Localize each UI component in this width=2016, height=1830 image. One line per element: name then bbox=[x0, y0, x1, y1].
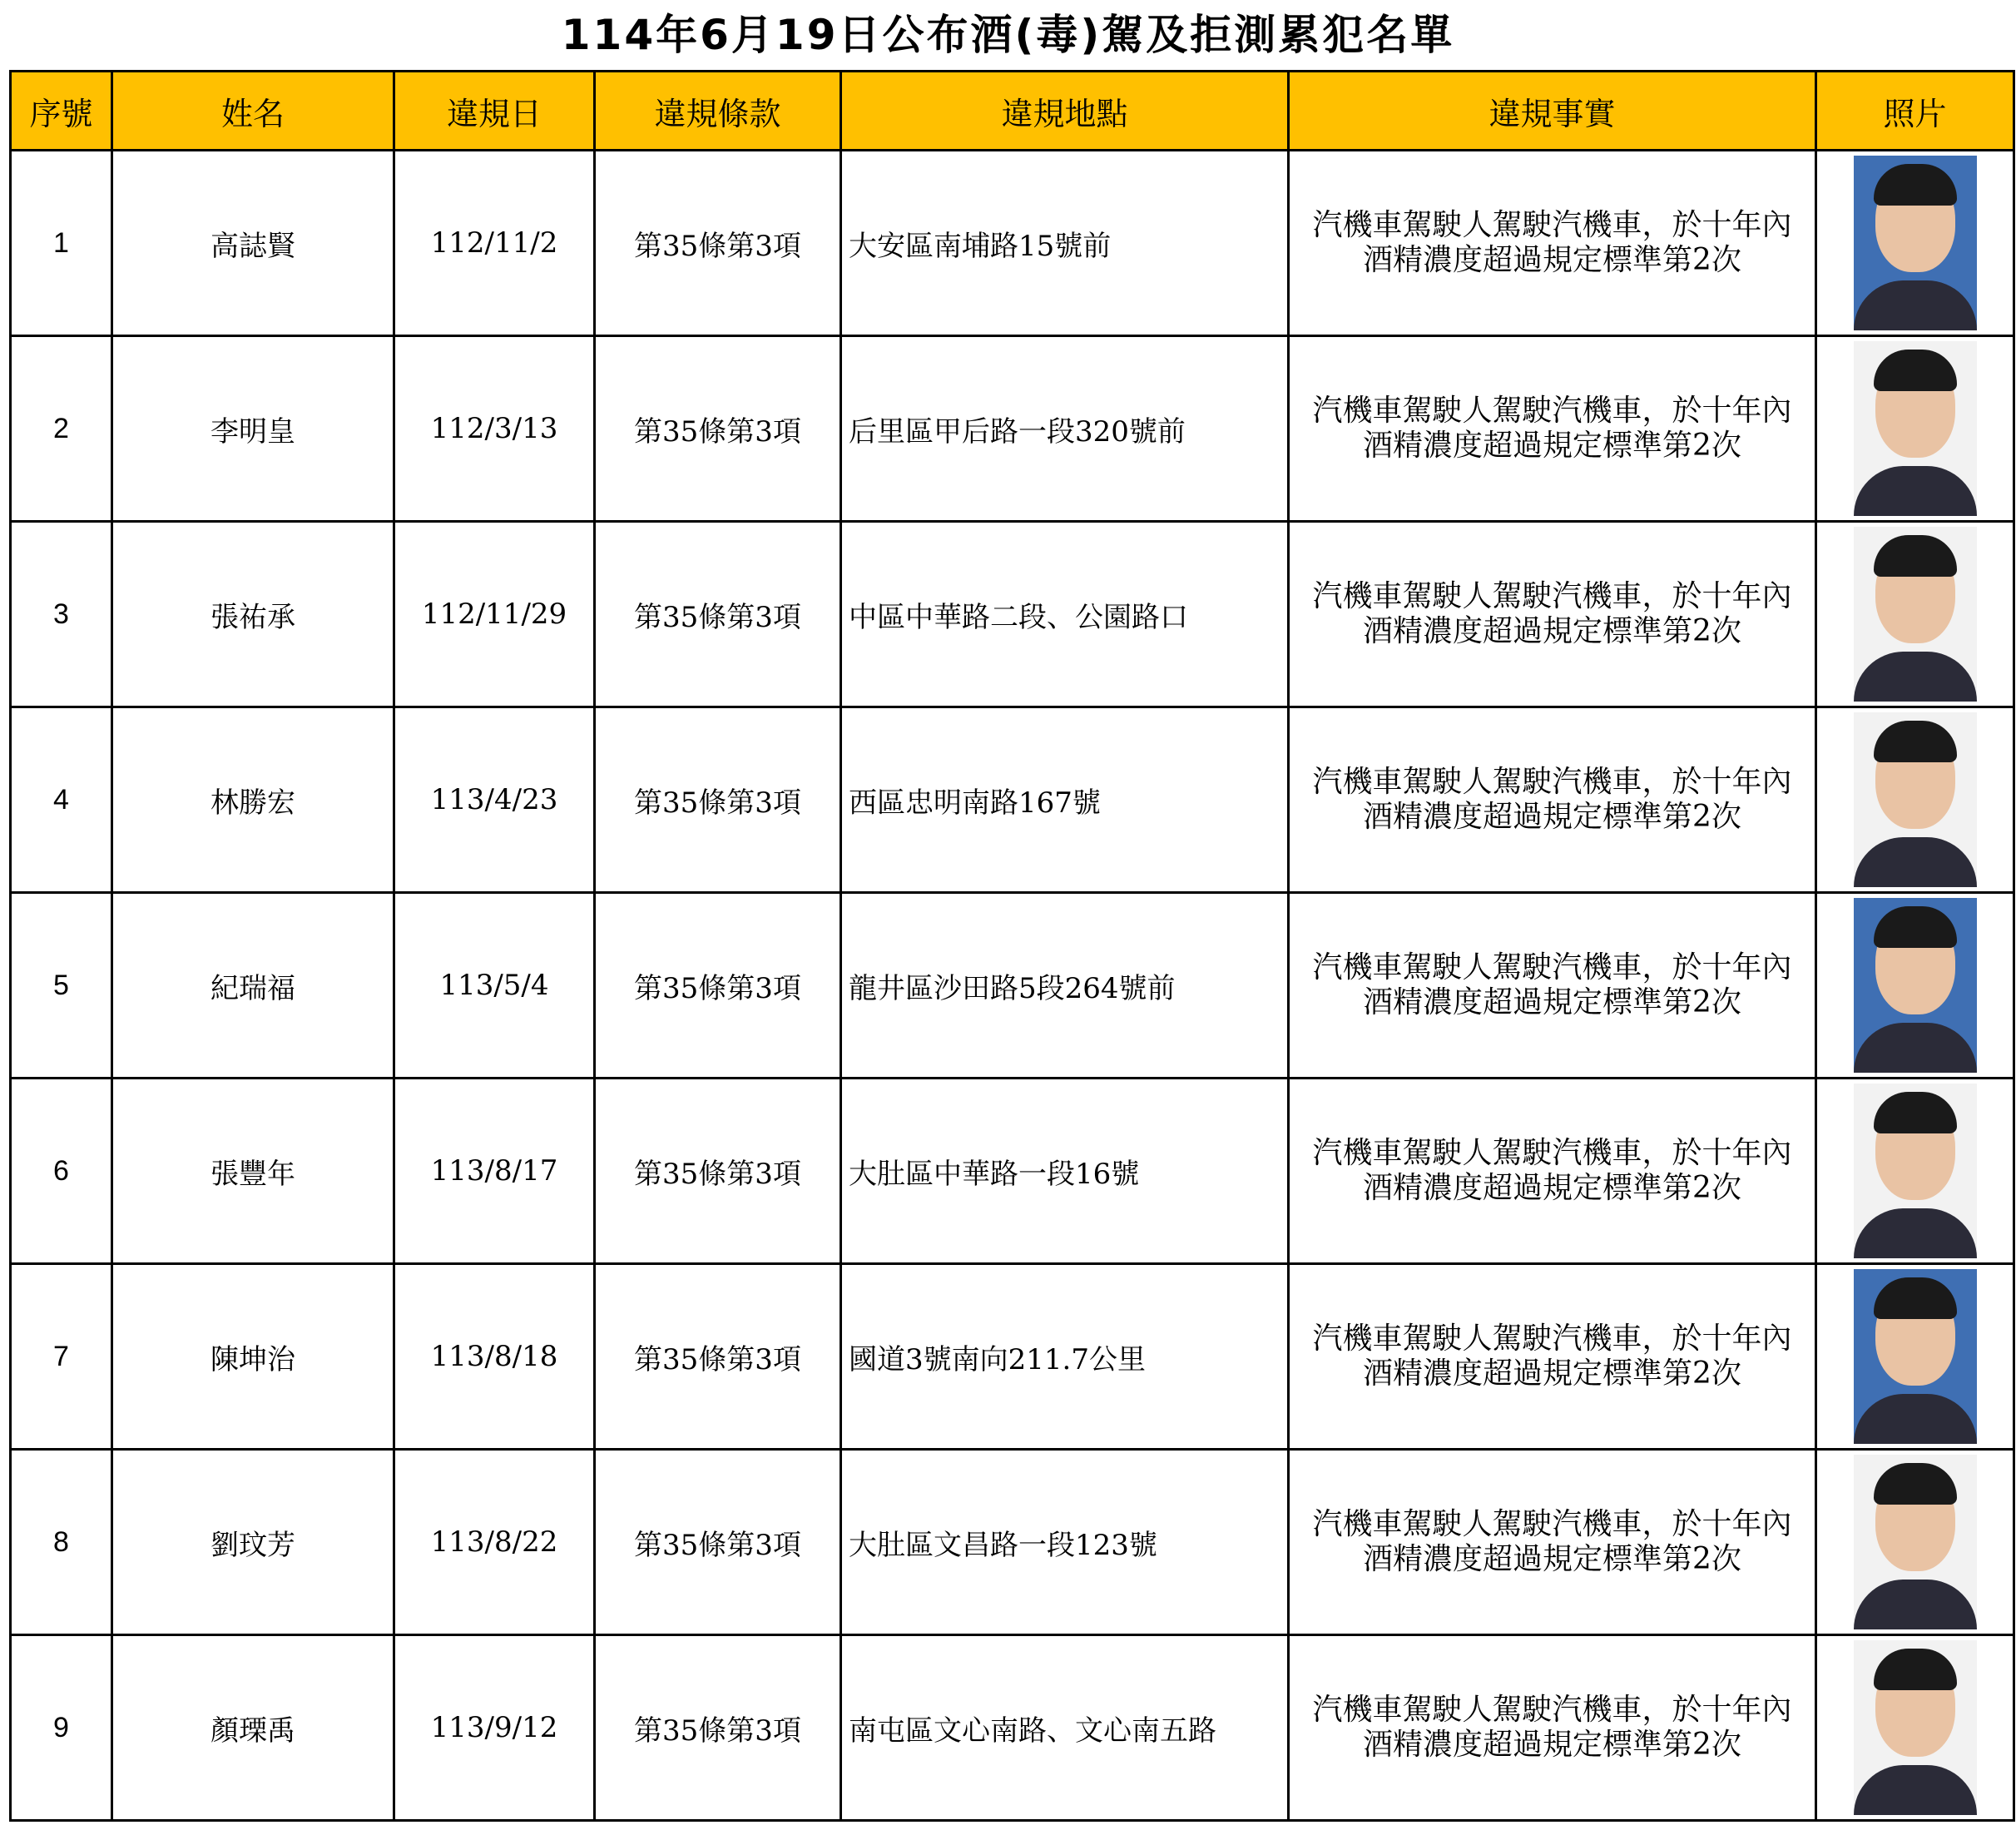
fact-line-2: 酒精濃度超過規定標準第2次 bbox=[1363, 429, 1741, 463]
row-date: 113/4/23 bbox=[394, 707, 595, 893]
header-name: 姓名 bbox=[112, 72, 394, 151]
row-seq: 3 bbox=[11, 522, 112, 707]
row-location: 大安區南埔路15號前 bbox=[841, 151, 1289, 336]
fact-line-2: 酒精濃度超過規定標準第2次 bbox=[1363, 1356, 1741, 1391]
person-photo bbox=[1854, 1084, 1977, 1258]
row-seq: 6 bbox=[11, 1079, 112, 1264]
fact-line-1: 汽機車駕駛人駕駛汽機車，於十年內 bbox=[1312, 950, 1792, 984]
row-article: 第35條第3項 bbox=[595, 707, 841, 893]
row-date: 112/11/2 bbox=[394, 151, 595, 336]
person-photo bbox=[1854, 527, 1977, 702]
offender-table bbox=[9, 70, 2015, 1822]
table-row bbox=[11, 893, 2014, 1079]
row-name: 陳坤治 bbox=[112, 1264, 394, 1450]
row-name: 林勝宏 bbox=[112, 707, 394, 893]
row-name: 高誌賢 bbox=[112, 151, 394, 336]
person-photo bbox=[1854, 156, 1977, 330]
row-article: 第35條第3項 bbox=[595, 336, 841, 522]
fact-line-1: 汽機車駕駛人駕駛汽機車，於十年內 bbox=[1312, 1507, 1792, 1541]
row-date: 113/5/4 bbox=[394, 893, 595, 1079]
table-row bbox=[11, 1635, 2014, 1821]
table-row bbox=[11, 1264, 2014, 1450]
row-article: 第35條第3項 bbox=[595, 893, 841, 1079]
table-row bbox=[11, 1450, 2014, 1635]
table-row bbox=[11, 522, 2014, 707]
row-photo bbox=[1816, 336, 2014, 522]
header-article: 違規條款 bbox=[595, 72, 841, 151]
row-name: 李明皇 bbox=[112, 336, 394, 522]
row-seq: 8 bbox=[11, 1450, 112, 1635]
person-photo bbox=[1854, 341, 1977, 516]
row-location: 大肚區中華路一段16號 bbox=[841, 1079, 1289, 1264]
row-fact bbox=[1289, 1264, 1816, 1450]
row-name: 張祐承 bbox=[112, 522, 394, 707]
row-photo bbox=[1816, 1264, 2014, 1450]
fact-line-1: 汽機車駕駛人駕駛汽機車，於十年內 bbox=[1312, 394, 1792, 428]
fact-line-2: 酒精濃度超過規定標準第2次 bbox=[1363, 1171, 1741, 1205]
fact-line-1: 汽機車駕駛人駕駛汽機車，於十年內 bbox=[1312, 1693, 1792, 1727]
row-seq: 5 bbox=[11, 893, 112, 1079]
fact-line-2: 酒精濃度超過規定標準第2次 bbox=[1363, 800, 1741, 834]
row-location: 西區忠明南路167號 bbox=[841, 707, 1289, 893]
header-date: 違規日 bbox=[394, 72, 595, 151]
row-article: 第35條第3項 bbox=[595, 151, 841, 336]
row-location: 中區中華路二段、公園路口 bbox=[841, 522, 1289, 707]
row-article: 第35條第3項 bbox=[595, 522, 841, 707]
row-fact bbox=[1289, 336, 1816, 522]
row-date: 113/8/18 bbox=[394, 1264, 595, 1450]
fact-line-1: 汽機車駕駛人駕駛汽機車，於十年內 bbox=[1312, 765, 1792, 799]
row-date: 112/3/13 bbox=[394, 336, 595, 522]
row-date: 113/8/22 bbox=[394, 1450, 595, 1635]
fact-line-1: 汽機車駕駛人駕駛汽機車，於十年內 bbox=[1312, 1136, 1792, 1170]
row-photo bbox=[1816, 1450, 2014, 1635]
row-name: 紀瑞福 bbox=[112, 893, 394, 1079]
page-title: 114年6月19日公布酒(毒)駕及拒測累犯名單 bbox=[561, 11, 1455, 59]
fact-line-2: 酒精濃度超過規定標準第2次 bbox=[1363, 985, 1741, 1019]
person-photo bbox=[1854, 1269, 1977, 1444]
row-fact bbox=[1289, 151, 1816, 336]
row-fact bbox=[1289, 893, 1816, 1079]
row-name: 顏瑮禹 bbox=[112, 1635, 394, 1821]
row-location: 龍井區沙田路5段264號前 bbox=[841, 893, 1289, 1079]
row-photo bbox=[1816, 1635, 2014, 1821]
fact-line-1: 汽機車駕駛人駕駛汽機車，於十年內 bbox=[1312, 579, 1792, 613]
header-fact: 違規事實 bbox=[1289, 72, 1816, 151]
person-photo bbox=[1854, 712, 1977, 887]
row-location: 大肚區文昌路一段123號 bbox=[841, 1450, 1289, 1635]
person-photo bbox=[1854, 1455, 1977, 1629]
header-photo: 照片 bbox=[1816, 72, 2014, 151]
row-location: 國道3號南向211.7公里 bbox=[841, 1264, 1289, 1450]
fact-line-2: 酒精濃度超過規定標準第2次 bbox=[1363, 614, 1741, 648]
row-article: 第35條第3項 bbox=[595, 1635, 841, 1821]
fact-line-1: 汽機車駕駛人駕駛汽機車，於十年內 bbox=[1312, 208, 1792, 242]
row-seq: 4 bbox=[11, 707, 112, 893]
row-name: 劉玟芳 bbox=[112, 1450, 394, 1635]
row-photo bbox=[1816, 707, 2014, 893]
row-seq: 1 bbox=[11, 151, 112, 336]
table-row bbox=[11, 151, 2014, 336]
row-photo bbox=[1816, 522, 2014, 707]
table-header-row bbox=[11, 72, 2014, 151]
row-article: 第35條第3項 bbox=[595, 1450, 841, 1635]
row-date: 112/11/29 bbox=[394, 522, 595, 707]
table-row bbox=[11, 1079, 2014, 1264]
row-date: 113/8/17 bbox=[394, 1079, 595, 1264]
row-fact bbox=[1289, 707, 1816, 893]
person-photo bbox=[1854, 1640, 1977, 1815]
table-row bbox=[11, 336, 2014, 522]
row-article: 第35條第3項 bbox=[595, 1079, 841, 1264]
person-photo bbox=[1854, 898, 1977, 1073]
fact-line-2: 酒精濃度超過規定標準第2次 bbox=[1363, 1728, 1741, 1762]
row-name: 張豐年 bbox=[112, 1079, 394, 1264]
row-seq: 2 bbox=[11, 336, 112, 522]
row-location: 后里區甲后路一段320號前 bbox=[841, 336, 1289, 522]
row-photo bbox=[1816, 151, 2014, 336]
row-article: 第35條第3項 bbox=[595, 1264, 841, 1450]
row-fact bbox=[1289, 1079, 1816, 1264]
fact-line-2: 酒精濃度超過規定標準第2次 bbox=[1363, 1542, 1741, 1576]
row-photo bbox=[1816, 1079, 2014, 1264]
row-photo bbox=[1816, 893, 2014, 1079]
fact-line-2: 酒精濃度超過規定標準第2次 bbox=[1363, 243, 1741, 277]
row-seq: 9 bbox=[11, 1635, 112, 1821]
row-fact bbox=[1289, 1635, 1816, 1821]
row-seq: 7 bbox=[11, 1264, 112, 1450]
header-seq: 序號 bbox=[11, 72, 112, 151]
header-location: 違規地點 bbox=[841, 72, 1289, 151]
row-date: 113/9/12 bbox=[394, 1635, 595, 1821]
table-row bbox=[11, 707, 2014, 893]
fact-line-1: 汽機車駕駛人駕駛汽機車，於十年內 bbox=[1312, 1322, 1792, 1356]
row-location: 南屯區文心南路、文心南五路 bbox=[841, 1635, 1289, 1821]
row-fact bbox=[1289, 522, 1816, 707]
row-fact bbox=[1289, 1450, 1816, 1635]
